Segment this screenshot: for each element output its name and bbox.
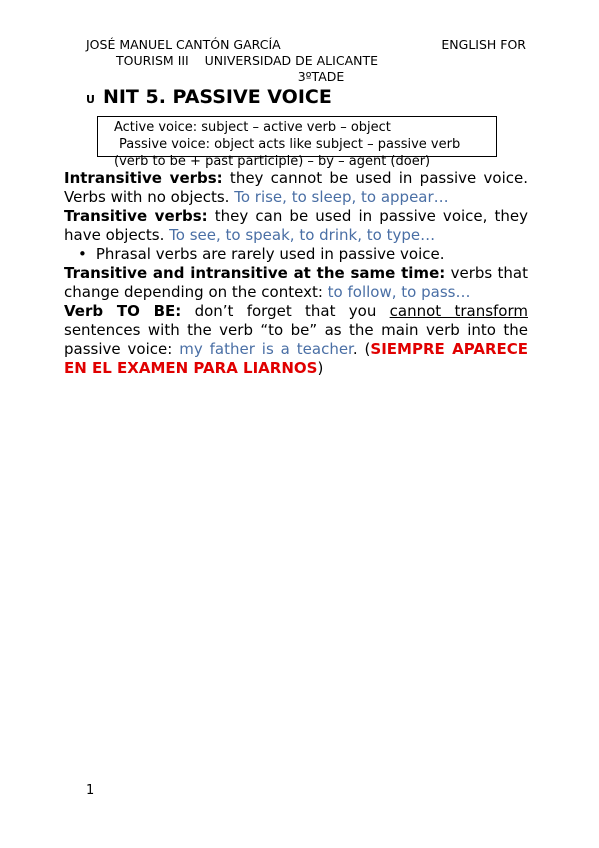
tobe-example: my father is a teacher [179,340,353,358]
both-examples: to follow, to pass… [327,283,471,301]
page-number: 1 [86,783,95,798]
bullet-icon: • [78,245,87,263]
title-text: NIT 5. PASSIVE VOICE [102,86,332,108]
document-body [64,169,528,378]
document-header [86,37,526,85]
header-row-3: 3ºTADE [297,69,345,84]
box-line-active: Active voice: subject – active verb – object [114,120,391,135]
tobe-text-3: . ( [352,340,371,358]
title-prefix: U [86,93,95,106]
definition-box [97,116,497,169]
tobe-underlined: cannot transform [389,302,528,320]
course-name: ENGLISH FOR [441,37,526,52]
tobe-text-2: sentences with the verb “to be” as the main verb into the passive voice: [64,321,528,358]
intransitive-term: Intransitive verbs: [64,169,223,187]
intransitive-examples: To rise, to sleep, to appear… [234,188,449,206]
transitive-examples: To see, to speak, to drink, to type… [169,226,436,244]
box-line-structure: (verb to be + past participle) – by – agent (doer) [114,154,431,169]
header-row-2: TOURISM III UNIVERSIDAD DE ALICANTE [116,53,378,68]
phrasal-bullet-item [64,245,528,264]
both-term: Transitive and intransitive at the same time: [64,264,446,282]
exam-warning: SIEMPRE APARECE EN EL EXAMEN PARA LIARNOS [64,340,529,377]
tobe-text-4: ) [317,359,324,377]
header-row-1 [86,37,526,53]
box-line-passive: Passive voice: object acts like subject – passive verb [119,137,461,152]
both-paragraph [64,264,528,302]
author-name: JOSÉ MANUEL CANTÓN GARCÍA [86,37,281,52]
tobe-text-1: don’t forget that you [181,302,390,320]
phrasal-bullet-text: Phrasal verbs are rarely used in passive voice. [95,245,445,263]
both-text: verbs that change depending on the context: [64,264,529,301]
transitive-text: they can be used in passive voice, they have objects. [64,207,528,244]
transitive-term: Transitive verbs: [64,207,208,225]
page-title [86,86,332,108]
tobe-term: Verb TO BE: [64,302,182,320]
transitive-paragraph [64,207,528,245]
intransitive-text: they cannot be used in passive voice. Verbs with no objects. [64,169,528,206]
intransitive-paragraph [64,169,528,207]
tobe-paragraph [64,302,528,378]
